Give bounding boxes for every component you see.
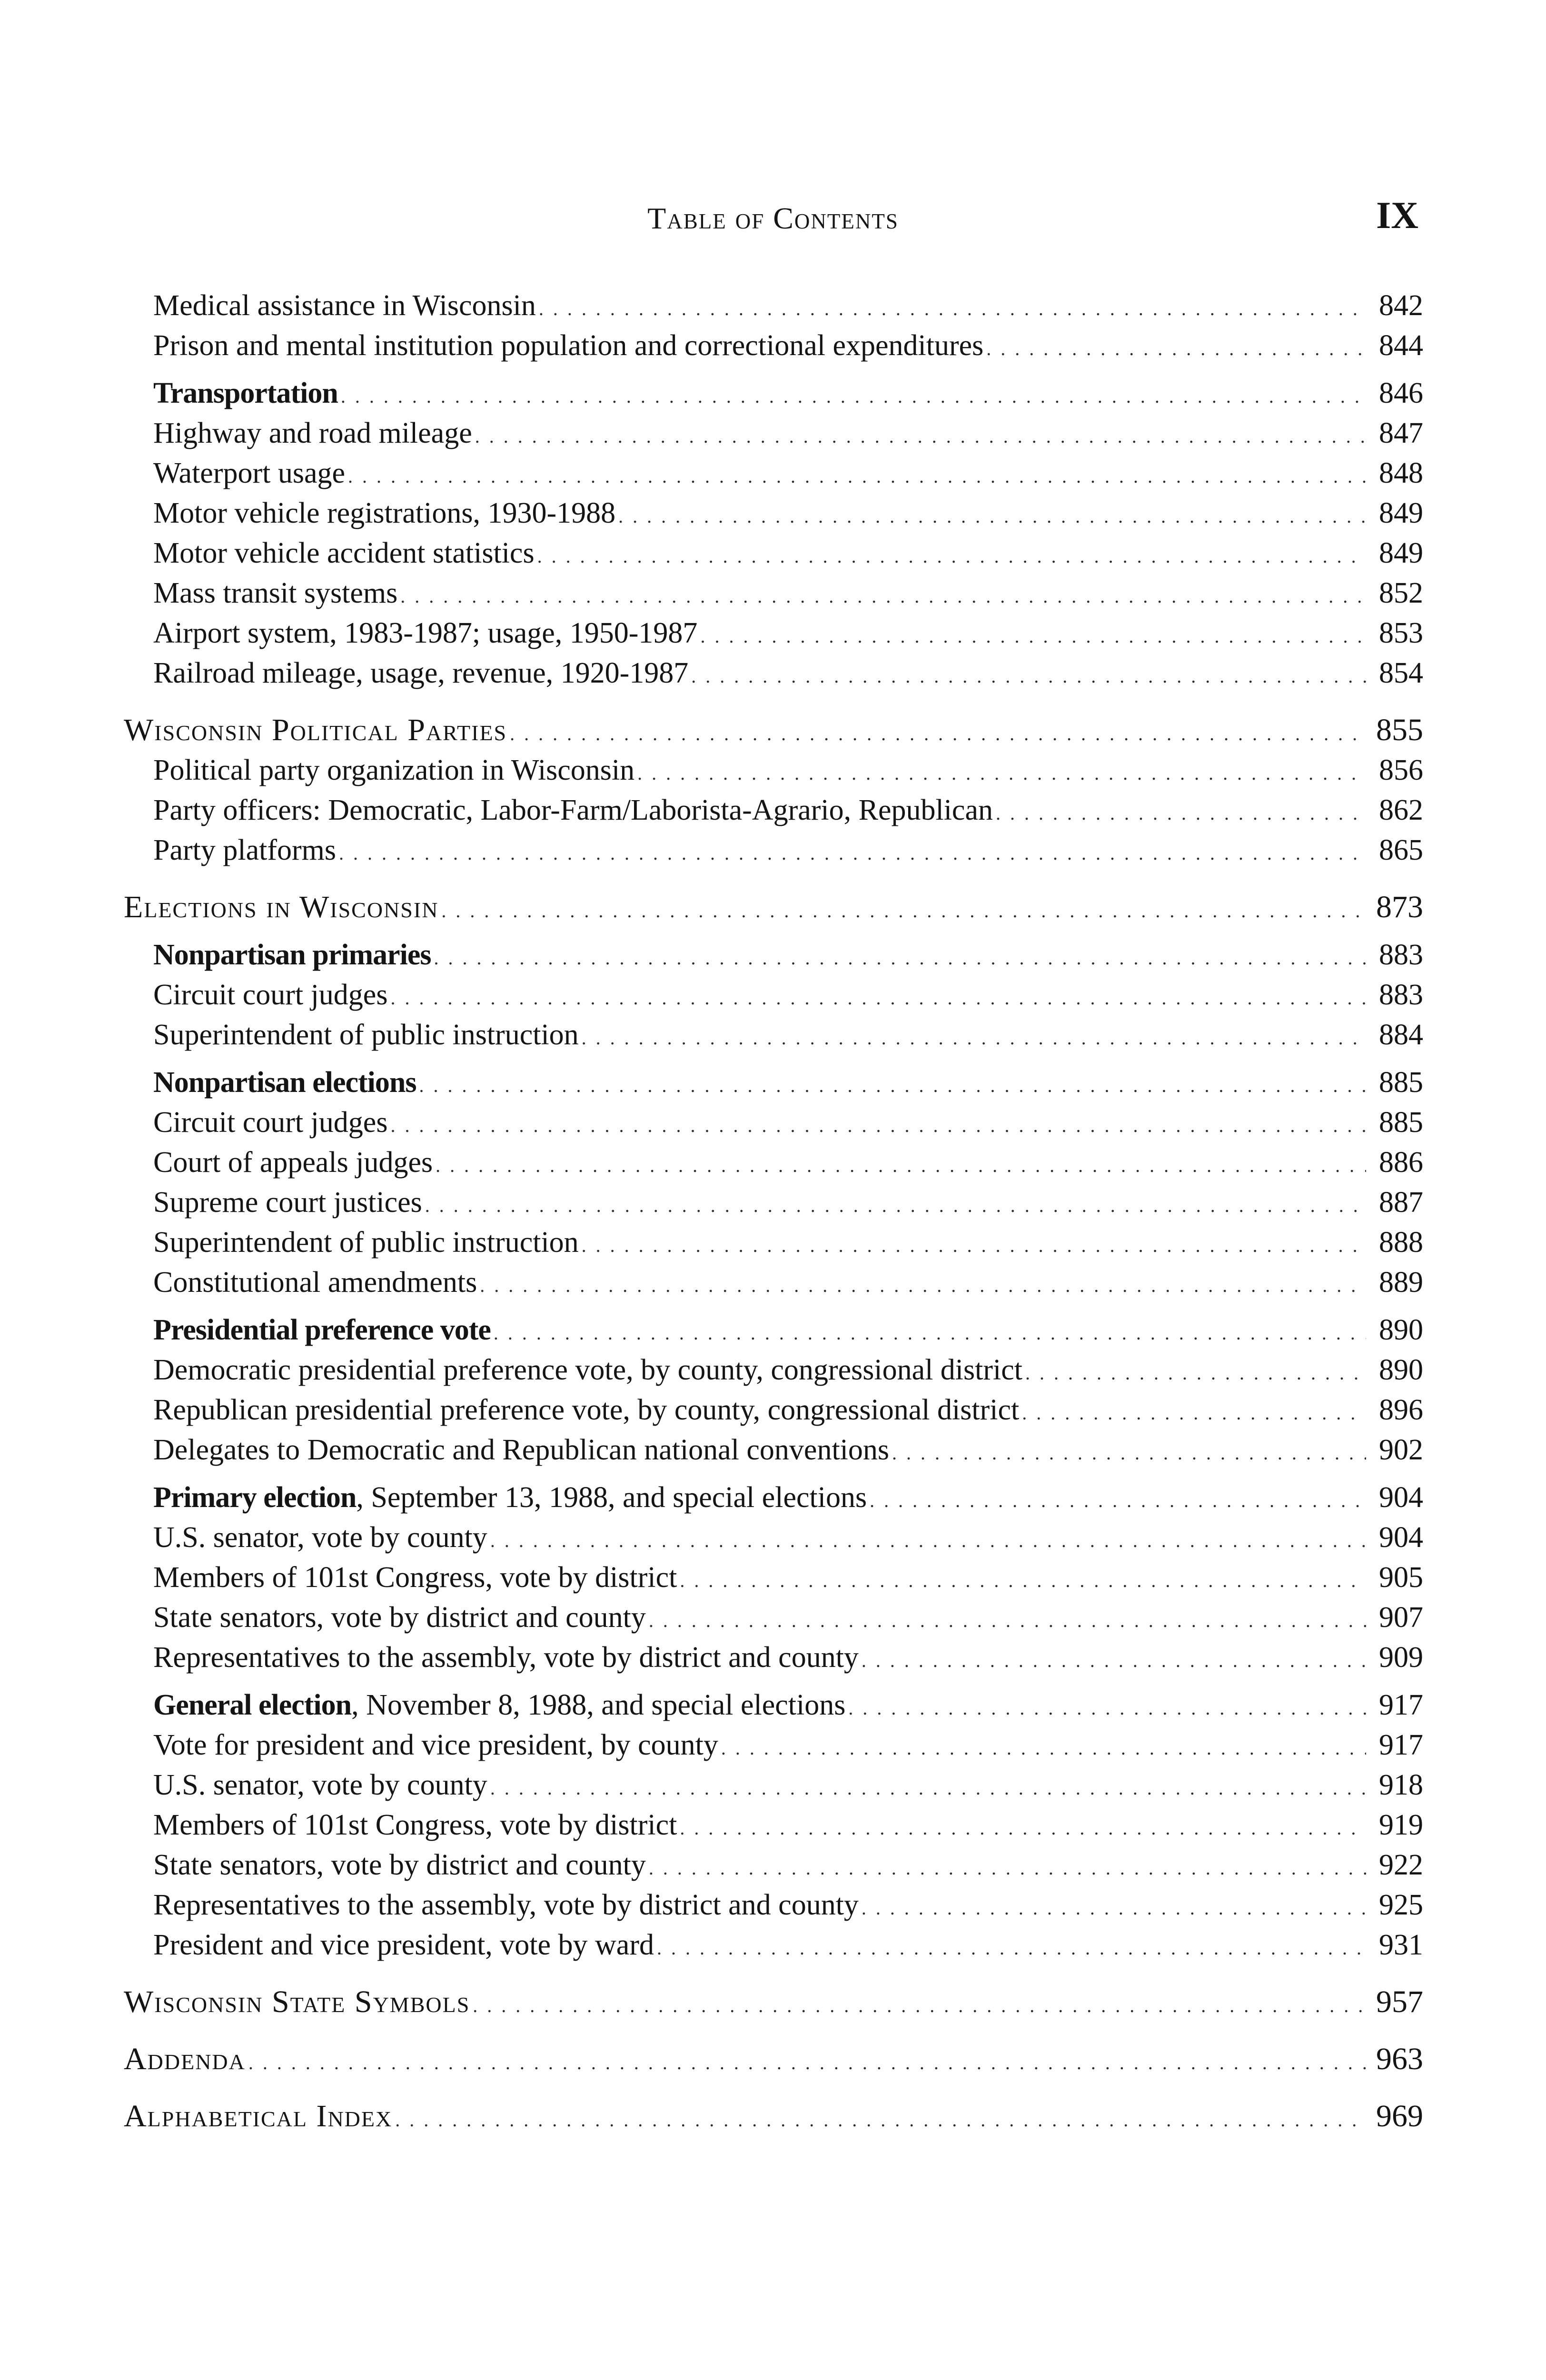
toc-entry[interactable] xyxy=(153,1182,1423,1222)
entry-page: 890 xyxy=(1379,1354,1423,1386)
entry-page: 844 xyxy=(1379,329,1423,362)
toc-entry[interactable] xyxy=(153,1597,1423,1637)
toc-entry[interactable] xyxy=(153,453,1423,493)
toc-entry[interactable] xyxy=(153,1845,1423,1885)
entry-page: 904 xyxy=(1379,1521,1423,1554)
entry-page: 856 xyxy=(1379,754,1423,786)
toc-entry-group-heading[interactable] xyxy=(153,1685,1423,1725)
section-title: Addenda xyxy=(124,2042,246,2076)
entry-page: 905 xyxy=(1379,1561,1423,1594)
toc-entry[interactable] xyxy=(153,1262,1423,1302)
entry-title: Highway and road mileage xyxy=(153,417,472,449)
toc-section[interactable] xyxy=(124,887,1423,927)
entry-title: Representatives to the assembly, vote by district and county xyxy=(153,1641,859,1674)
page-header xyxy=(0,190,1546,248)
entry-page: 969 xyxy=(1376,2099,1423,2133)
entry-title: U.S. senator, vote by county xyxy=(153,1521,487,1554)
entry-page: 909 xyxy=(1379,1641,1423,1674)
toc-entry[interactable] xyxy=(153,790,1423,830)
entry-title: Prison and mental institution population and correctional expenditures xyxy=(153,329,984,362)
entry-title: Political party organization in Wisconsin xyxy=(153,754,635,786)
toc-entry[interactable] xyxy=(153,1390,1423,1430)
table-of-contents xyxy=(0,286,1423,2136)
entry-page: 873 xyxy=(1376,890,1423,924)
toc-entry[interactable] xyxy=(153,326,1423,366)
entry-title: Medical assistance in Wisconsin xyxy=(153,289,536,322)
entry-title: Railroad mileage, usage, revenue, 1920-1987 xyxy=(153,657,689,689)
entry-title: Circuit court judges xyxy=(153,1106,388,1139)
entry-page: 865 xyxy=(1379,834,1423,866)
entry-page: 896 xyxy=(1379,1394,1423,1426)
entry-page: 885 xyxy=(1379,1066,1423,1099)
entry-title: Superintendent of public instruction xyxy=(153,1226,579,1259)
entry-page: 963 xyxy=(1376,2042,1423,2076)
section-title: Alphabetical Index xyxy=(124,2099,393,2133)
toc-entry[interactable] xyxy=(153,1350,1423,1390)
entry-lead: General election xyxy=(153,1689,352,1721)
entry-page: 890 xyxy=(1379,1314,1423,1346)
entry-title: Circuit court judges xyxy=(153,979,388,1011)
entry-title: Mass transit systems xyxy=(153,577,398,609)
toc-entry-group-heading[interactable] xyxy=(153,1478,1423,1517)
entry-page: 957 xyxy=(1376,1984,1423,2019)
entry-page: 904 xyxy=(1379,1481,1423,1514)
toc-entry[interactable] xyxy=(153,573,1423,613)
entry-title: Motor vehicle registrations, 1930-1988 xyxy=(153,497,616,529)
entry-page: 847 xyxy=(1379,417,1423,449)
entry-title: Presidential preference vote xyxy=(153,1314,491,1346)
toc-entry[interactable] xyxy=(153,1637,1423,1677)
toc-section[interactable] xyxy=(124,2096,1423,2136)
entry-title: Delegates to Democratic and Republican national conventions xyxy=(153,1434,890,1466)
entry-page: 853 xyxy=(1379,617,1423,649)
toc-entry[interactable] xyxy=(153,493,1423,533)
entry-page: 917 xyxy=(1379,1689,1423,1721)
toc-entry[interactable] xyxy=(153,1142,1423,1182)
toc-section[interactable] xyxy=(124,2039,1423,2079)
entry-lead: Primary election xyxy=(153,1481,357,1514)
entry-page: 855 xyxy=(1376,713,1423,747)
toc-entry[interactable] xyxy=(153,1015,1423,1055)
toc-entry[interactable] xyxy=(153,1102,1423,1142)
entry-title: Vote for president and vice president, by county xyxy=(153,1729,718,1761)
entry-title: Nonpartisan primaries xyxy=(153,939,431,971)
entry-title: Democratic presidential preference vote, by county, congressional district xyxy=(153,1354,1023,1386)
entry-page: 849 xyxy=(1379,537,1423,569)
entry-title: Supreme court justices xyxy=(153,1186,422,1219)
toc-entry[interactable] xyxy=(153,286,1423,326)
toc-entry[interactable] xyxy=(153,1925,1423,1965)
toc-entry[interactable] xyxy=(153,1517,1423,1557)
entry-page: 918 xyxy=(1379,1769,1423,1801)
entry-title: Superintendent of public instruction xyxy=(153,1019,579,1051)
toc-entry[interactable] xyxy=(153,613,1423,653)
entry-title: Republican presidential preference vote, by county, congressional district xyxy=(153,1394,1020,1426)
toc-entry[interactable] xyxy=(153,1557,1423,1597)
toc-entry-group-heading[interactable] xyxy=(153,373,1423,413)
running-title: Table of Contents xyxy=(647,201,899,235)
toc-entry[interactable] xyxy=(153,750,1423,790)
toc-entry[interactable] xyxy=(153,1725,1423,1765)
entry-page: 907 xyxy=(1379,1601,1423,1634)
entry-page: 883 xyxy=(1379,979,1423,1011)
toc-entry[interactable] xyxy=(153,1805,1423,1845)
entry-page: 884 xyxy=(1379,1019,1423,1051)
toc-entry[interactable] xyxy=(153,1885,1423,1925)
toc-entry[interactable] xyxy=(153,830,1423,870)
entry-title: State senators, vote by district and county xyxy=(153,1601,646,1634)
entry-title: Members of 101st Congress, vote by district xyxy=(153,1561,677,1594)
toc-section[interactable] xyxy=(124,1982,1423,2022)
toc-entry-group-heading[interactable] xyxy=(153,935,1423,975)
page-number: IX xyxy=(1376,195,1418,237)
toc-entry[interactable] xyxy=(153,533,1423,573)
entry-title: Members of 101st Congress, vote by district xyxy=(153,1809,677,1841)
entry-title: Waterport usage xyxy=(153,457,345,489)
entry-page: 887 xyxy=(1379,1186,1423,1219)
entry-page: 849 xyxy=(1379,497,1423,529)
toc-entry[interactable] xyxy=(153,413,1423,453)
toc-entry[interactable] xyxy=(153,653,1423,693)
entry-title: Motor vehicle accident statistics xyxy=(153,537,535,569)
entry-page: 917 xyxy=(1379,1729,1423,1761)
entry-page: 854 xyxy=(1379,657,1423,689)
entry-title: Airport system, 1983-1987; usage, 1950-1987 xyxy=(153,617,698,649)
entry-page: 862 xyxy=(1379,794,1423,826)
entry-title: Court of appeals judges xyxy=(153,1146,433,1179)
entry-title: U.S. senator, vote by county xyxy=(153,1769,487,1801)
entry-page: 852 xyxy=(1379,577,1423,609)
entry-page: 925 xyxy=(1379,1889,1423,1921)
entry-title: , November 8, 1988, and special elections xyxy=(351,1689,846,1721)
section-title: Elections in Wisconsin xyxy=(124,890,439,924)
toc-section[interactable] xyxy=(124,710,1423,750)
entry-title: Transportation xyxy=(153,377,338,409)
toc-entry[interactable] xyxy=(153,975,1423,1015)
section-title: Wisconsin Political Parties xyxy=(124,713,507,747)
toc-entry-group-heading[interactable] xyxy=(153,1310,1423,1350)
entry-page: 842 xyxy=(1379,289,1423,322)
entry-page: 883 xyxy=(1379,939,1423,971)
entry-page: 848 xyxy=(1379,457,1423,489)
toc-entry[interactable] xyxy=(153,1222,1423,1262)
toc-entry-group-heading[interactable] xyxy=(153,1062,1423,1102)
entry-page: 902 xyxy=(1379,1434,1423,1466)
section-title: Wisconsin State Symbols xyxy=(124,1984,470,2019)
entry-page: 846 xyxy=(1379,377,1423,409)
entry-page: 886 xyxy=(1379,1146,1423,1179)
entry-title: Nonpartisan elections xyxy=(153,1066,416,1099)
entry-title: State senators, vote by district and county xyxy=(153,1849,646,1881)
entry-title: Constitutional amendments xyxy=(153,1266,477,1299)
entry-title: Party officers: Democratic, Labor-Farm/Laborista-Agrario, Republican xyxy=(153,794,993,826)
entry-page: 889 xyxy=(1379,1266,1423,1299)
entry-title: Party platforms xyxy=(153,834,336,866)
entry-page: 885 xyxy=(1379,1106,1423,1139)
entry-title: President and vice president, vote by ward xyxy=(153,1929,654,1961)
entry-title: , September 13, 1988, and special elections xyxy=(356,1481,867,1514)
entry-title: Representatives to the assembly, vote by district and county xyxy=(153,1889,859,1921)
entry-page: 888 xyxy=(1379,1226,1423,1259)
entry-page: 919 xyxy=(1379,1809,1423,1841)
entry-page: 922 xyxy=(1379,1849,1423,1881)
entry-page: 931 xyxy=(1379,1929,1423,1961)
toc-entry[interactable] xyxy=(153,1765,1423,1805)
toc-entry[interactable] xyxy=(153,1430,1423,1470)
